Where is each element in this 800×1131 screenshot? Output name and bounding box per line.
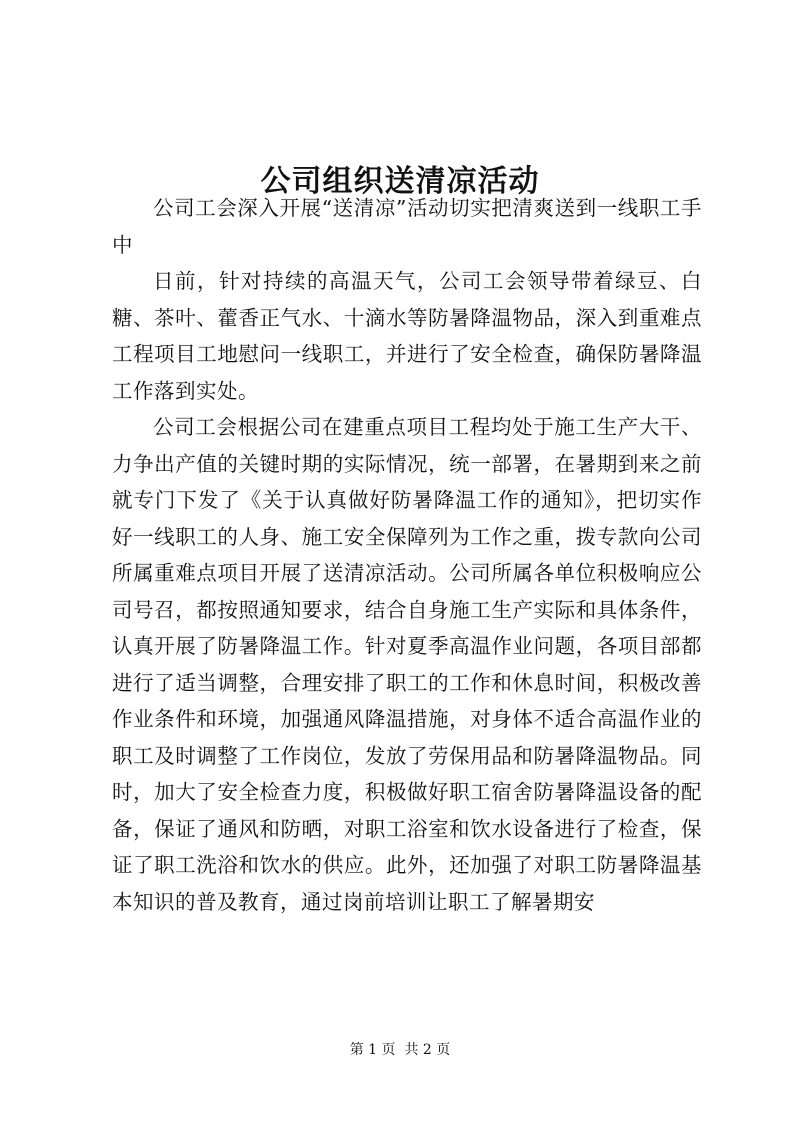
document-title: 公司组织送清凉活动	[260, 164, 540, 200]
page-number: 第 1 页	[349, 1042, 396, 1058]
paragraph-main: 公司工会根据公司在建重点项目工程均处于施工生产大干、力争出产值的关键时期的实际情况，统一部署，在暑期到来之前就专门下发了《关于认真做好防暑降温工作的通知》，把切实作好一线职工的人身、施工安全保障列为工作之重，拨专款向公司所属重难点项目开展了送清凉活动。公司所属各单位积极响应公司号召，都按照通知要求，结合自身施工生产实际和具体条件，认真开展了防暑降温工作。针对夏季高温作业问题，各项目部都进行了适当调整，合理安排了职工的工作和休息时间，积极改善作业条件和环境，加强通风降温措施，对身体不适合高温作业的职工及时调整了工作岗位，发放了劳保用品和防暑降温物品。同时，加大了安全检查力度，积极做好职工宿舍防暑降温设备的配备，保证了通风和防晒，对职工浴室和饮水设备进行了检查，保证了职工洗浴和饮水的供应。此外，还加强了对职工防暑降温基本知识的普及教育，通过岗前培训让职工了解暑期安	[112, 415, 702, 914]
paragraph-intro: 日前，针对持续的高温天气，公司工会领导带着绿豆、白糖、茶叶、藿香正气水、十滴水等防暑降温物品，深入到重难点工程项目工地慰问一线职工，并进行了安全检查，确保防暑降温工作落到实处。	[112, 269, 702, 403]
paragraph-subtitle: 公司工会深入开展“送清凉”活动切实把清爽送到一线职工手中	[112, 196, 702, 257]
document-body	[112, 190, 702, 920]
page-total: 共 2 页	[404, 1042, 451, 1058]
page-footer	[0, 1040, 800, 1060]
